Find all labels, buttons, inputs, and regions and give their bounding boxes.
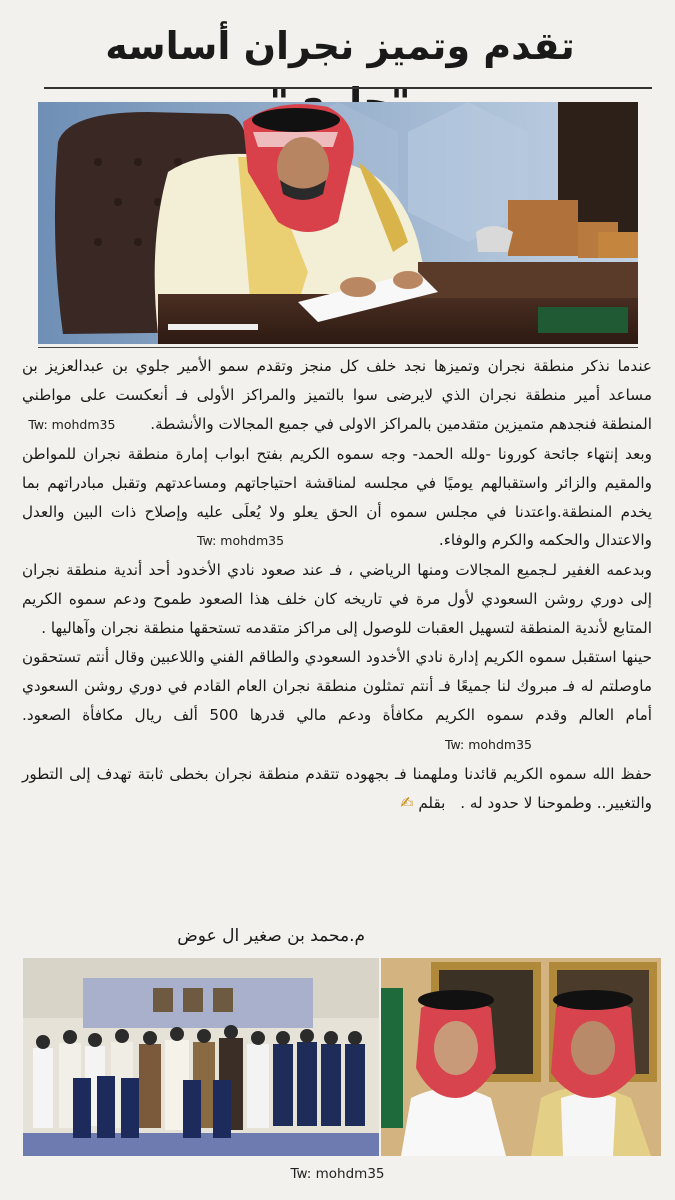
paragraph-reward <box>22 643 652 760</box>
paragraph-closing <box>22 760 652 818</box>
page-title: تقدم وتميز نجران أساسه <box>105 24 575 68</box>
paragraph-sports <box>22 556 652 643</box>
portrait-photo <box>381 958 661 1156</box>
author-name: م.محمد بن صغير ال عوض <box>177 926 365 946</box>
watermark-text: Tw: mohdm35 <box>197 533 285 549</box>
writing-hand-icon: ✍ <box>400 792 414 812</box>
team-group-photo <box>23 958 379 1156</box>
paragraph-closing-text: حفظ الله سموه الكريم قائدنا وملهمنا فـ بجهوده تتقدم منطقة نجران بخطى ثابتة تهدف إلى التطور والتغيير.. وطموحنا لا حدود له . <box>22 764 652 812</box>
pen-label: بقلم <box>418 793 446 812</box>
pen-signature <box>400 789 445 818</box>
article-body <box>22 352 652 818</box>
title-divider <box>44 87 652 89</box>
watermark-text: Tw: mohdm35 <box>28 416 116 432</box>
footer-watermark: Tw: mohdm35 <box>290 1166 385 1182</box>
paragraph-sports-text: وبدعمه الغفير لـجميع المجالات ومنها الرياضي ، فـ عند صعود نادي الأخدود أحد أندية منطقة نجران إلى دوري روشن السعودي لأول مرة في تاريخه كان خلف هذا الصعود طموح ودعم سموه الكريم المتابع لأندية المنطقة لتسهيل العقبات للوصول إلى مراكز متقدمه تستحقها منطقة نجران وآهاليها . <box>22 561 652 638</box>
paragraph-intro <box>22 352 652 440</box>
paragraph-reward-text: حينها استقبل سموه الكريم إدارة نادي الأخدود السعودي والطاقم الفني واللاعبين وقال أنتم تستحقون ماوصلتم له فـ مبروك لنا جميعًا فـ أنتم تمثلون منطقة نجران العام القادم في دوري روشن السعودي أمام العالم وقدم سموه الكريم مكافأة ودعم مالي قدرها 500 ألف ريال مكافأة الصعود. <box>22 648 652 724</box>
paragraph-majlis-text: وبعد إنتهاء جائحة كورونا -ولله الحمد- وجه سموه الكريم بفتح ابواب إمارة منطقة نجران للمواطن والمقيم والزائر واستقبالهم يوميًا في مجلسه لمناقشة احتياجاتهم ومساعدتهم وتقبل مبادراتهم بما يخدم المنطقة.واعتدنا في مجلس سموه أن الحق يعلو ولا يُعلَى عليه وإصلاح ذات البين والعدل والاعتدال والحكمه والكرم والوفاء. <box>22 444 652 550</box>
paragraph-intro-text: عندما نذكر منطقة نجران وتميزها نجد خلف كل منجز وتقدم سمو الأمير جلوي بن عبدالعزيز بن مساعد أمير منطقة نجران الذي لايرضى سوا بالتميز والمراكز الأولى فـ أنعكست على مواطني المنطقة فنجدهم متميزين متقدمين بالمراكز الاولى في جميع المجالات والأنشطة. <box>22 357 652 433</box>
hero-photo <box>38 102 638 344</box>
body-divider <box>38 347 638 348</box>
watermark-text: Tw: mohdm35 <box>444 736 532 752</box>
paragraph-majlis <box>22 440 652 557</box>
